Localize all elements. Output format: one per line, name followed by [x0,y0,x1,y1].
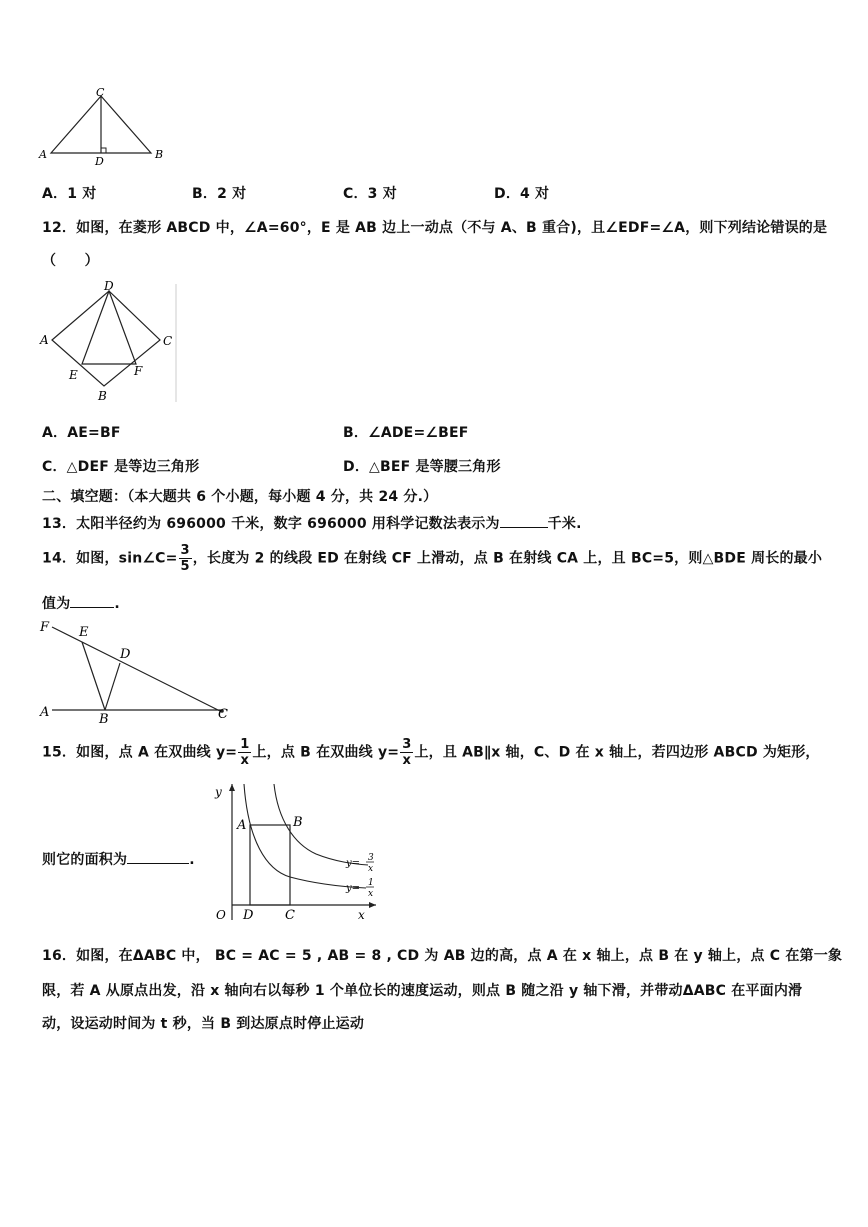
label-B: B [293,815,303,830]
curve-1-num: 1 [368,878,374,888]
label-D: D [120,647,131,662]
label-E: E [79,625,89,640]
q15-answer-blank[interactable] [127,863,189,864]
q14-question-line1 [42,543,822,574]
label-E: E [69,368,78,382]
figure-q15-hyperbola [206,780,386,925]
curve-1-den: x [368,889,374,899]
q14-part2: ，长度为 2 的线段 ED 在射线 CF 上滑动，点 B 在射线 CA 上，且 BC=5，则△BDE 周长的最小 [192,550,823,567]
q16-line3: 动，设运动时间为 t 秒，当 B 到达原点时停止运动 [42,1016,365,1032]
label-F: F [134,364,143,378]
q11-option-a: A．1 对 [42,186,97,202]
label-A: A [40,705,50,720]
label-B: B [99,712,109,727]
curve-3-num: 3 [368,853,374,863]
label-B: B [155,148,164,161]
figure-q12-rhombus [36,278,181,406]
label-C: C [285,908,295,923]
q13-text-after: 千米. [547,516,582,532]
label-x: x [358,908,365,922]
label-y: y [215,785,222,799]
q14-fraction: $\frac{3}{5}$ [180,543,190,574]
q15-fraction-1: $\frac{1}{x}$ [240,737,250,768]
q13-question [42,513,582,533]
q12-option-b: B．∠ADE=∠BEF [343,425,469,441]
label-D: D [243,908,254,923]
curve-3-label: y= [346,858,361,869]
label-O: O [216,908,226,922]
q14-answer-blank[interactable] [70,607,114,608]
label-A: A [39,148,47,161]
label-C: C [96,86,105,99]
q15-question-line1: 15．如图，点 A 在双曲线 y= $\frac{1}{x}$ 上，点 B 在双曲线 y= $\frac{3}{x}$ 上，且 AB∥x 轴，C、D 在 x 轴上，若四边形 ABCD 为矩形， [42,737,820,768]
label-C: C [163,334,173,348]
section-2-heading: 二、填空题：（本大题共 6 个小题，每小题 4 分，共 24 分.） [42,489,438,505]
label-D: D [95,155,104,168]
figure-q14 [36,615,246,727]
q14-part1: 14．如图，sin∠C= [42,550,178,567]
label-A: A [40,333,49,347]
q13-text-before: 13．太阳半径约为 696000 千米，数字 696000 用科学记数法表示为 [42,516,500,532]
curve-1-label: y= [346,883,361,894]
q15-fraction-2: $\frac{3}{x}$ [402,737,412,768]
q16-line2: 限，若 A 从原点出发，沿 x 轴向右以每秒 1 个单位长的速度运动，则点 B 随之沿 y 轴下滑，并带动ΔABC 在平面内滑 [42,983,803,999]
q12-option-d: D．△BEF 是等腰三角形 [343,459,501,475]
q16-line1: 16．如图，在ΔABC 中， BC = AC = 5 , AB = 8 , CD 为 AB 边的高，点 A 在 x 轴上，点 B 在 y 轴上，点 C 在第一象 [42,948,843,964]
label-B: B [98,389,107,403]
label-A: A [237,818,247,833]
figure-q11-triangle [34,86,174,168]
label-F: F [40,620,50,635]
label-C: C [218,707,228,722]
q11-option-d: D．4 对 [494,186,550,202]
q12-question-text: 12．如图，在菱形 ABCD 中，∠A=60°，E 是 AB 边上一动点（不与 A、B 重合)，且∠EDF=∠A，则下列结论错误的是 [42,220,828,236]
q12-option-a: A．AE=BF [42,425,121,441]
q12-option-c: C．△DEF 是等边三角形 [42,459,200,475]
q12-paren: （ ） [42,253,99,269]
q14-question-line2: 值为 . [42,596,120,612]
curve-3-den: x [368,864,374,874]
q15-question-line2: 则它的面积为 . [42,852,195,868]
q13-answer-blank[interactable] [500,527,548,528]
q11-option-c: C．3 对 [343,186,397,202]
label-D: D [104,279,114,293]
q11-option-b: B．2 对 [192,186,247,202]
